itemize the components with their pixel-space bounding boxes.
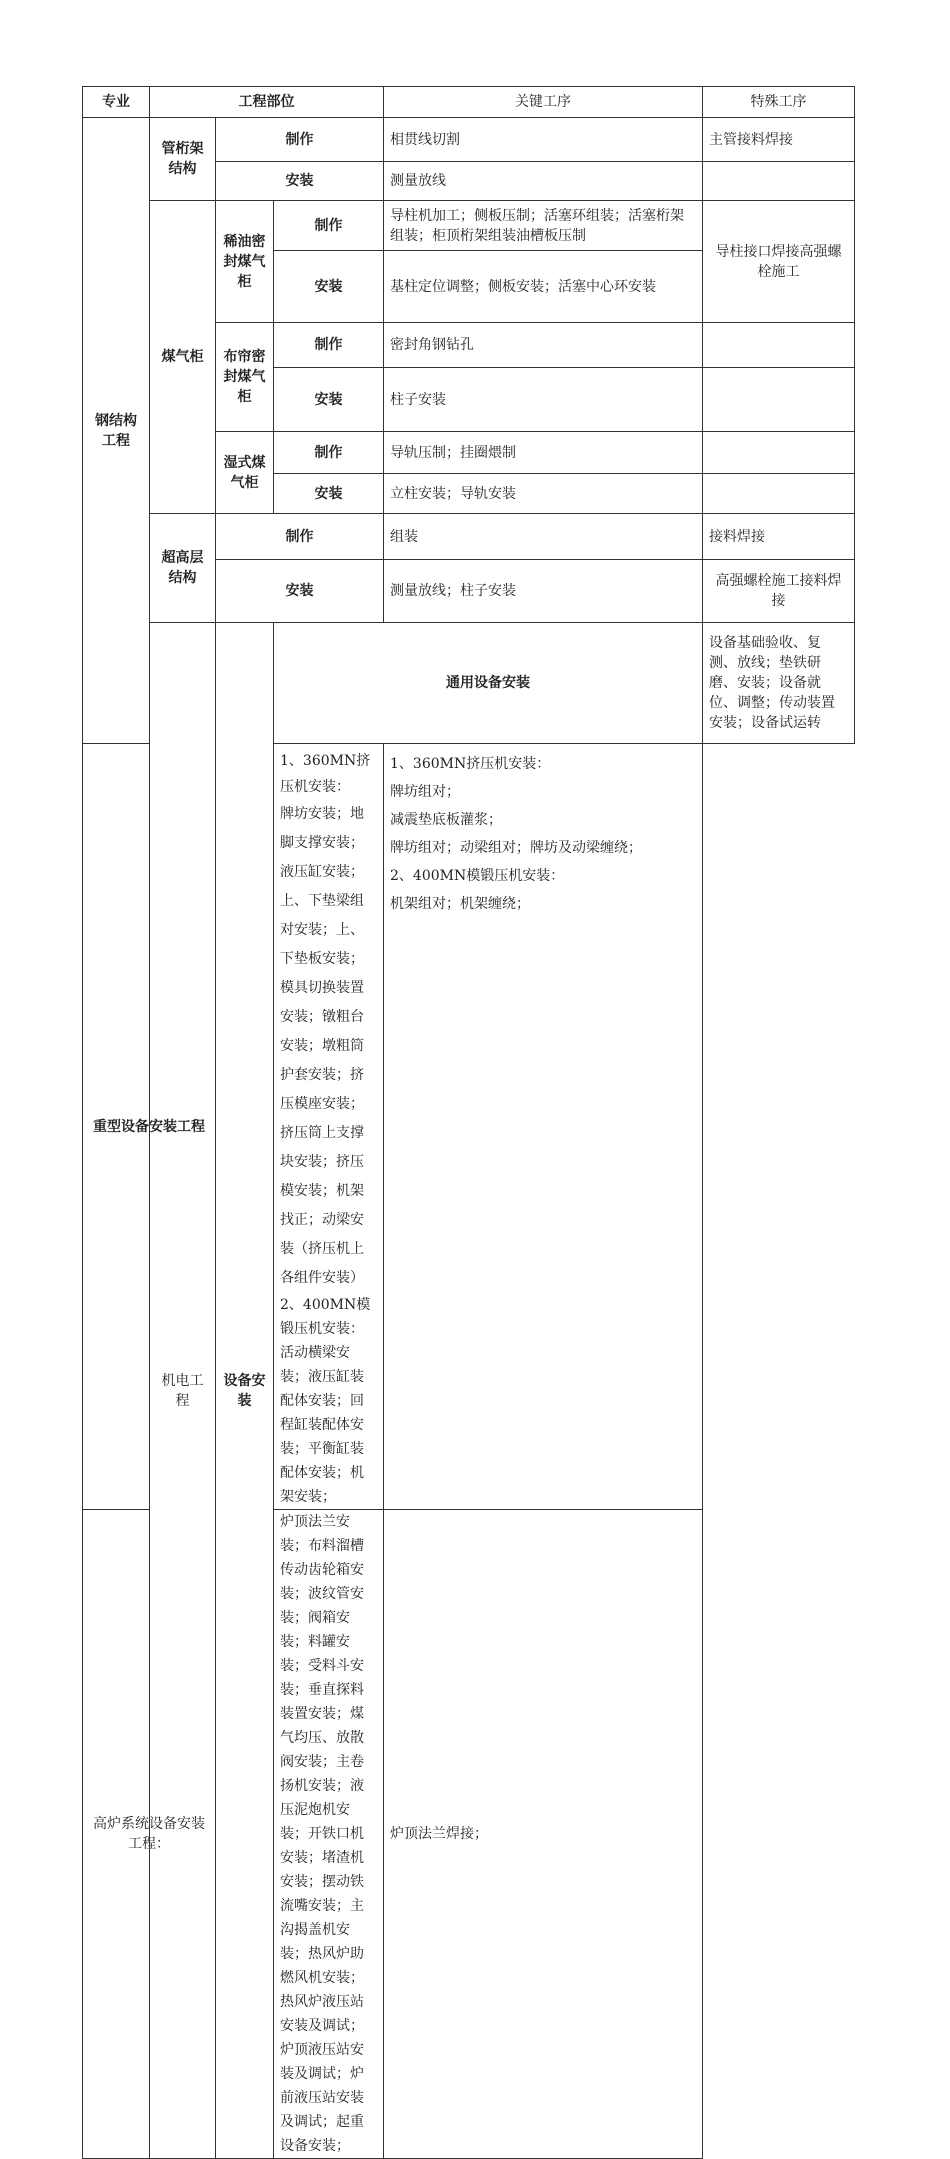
stage-make: 制作 xyxy=(216,514,384,560)
key-process-cell: 炉顶法兰安装；布料溜槽传动齿轮箱安装；波纹管安装；阀箱安装；料罐安装；受料斗安装；垂直探料装置安装；煤气均压、放散阀安装；主卷扬机安装；液压泥炮机安装；开铁口机安装；堵渣机安装；摆动铁流嘴安装；主沟揭盖机安装；热风炉助燃风机安装；热风炉液压站安装及调试；炉顶液压站安装及调试；炉前液压站安装及调试；起重设备安装； xyxy=(274,1510,384,2159)
stage-install: 安装 xyxy=(216,560,384,623)
special-line: 牌坊组对；动梁组对；牌坊及动梁缠绕； xyxy=(390,840,642,856)
key-process-cell: 测量放线 xyxy=(384,162,703,201)
major-mep: 机电工程 xyxy=(150,623,216,2159)
header-row xyxy=(83,87,855,118)
part-blast-furnace: 高炉系统设备安装工程： xyxy=(83,1510,216,2159)
stage-make: 制作 xyxy=(216,118,384,162)
part-high-rise: 超高层结构 xyxy=(150,514,216,623)
stage-make: 制作 xyxy=(274,323,384,368)
stage-make: 制作 xyxy=(274,432,384,474)
table-row xyxy=(83,744,855,1510)
table-row xyxy=(83,1510,855,2159)
part-general-equipment: 通用设备安装 xyxy=(274,623,703,744)
special-process-cell xyxy=(703,162,855,201)
table-row xyxy=(83,623,855,744)
header-special-process: 特殊工序 xyxy=(703,87,855,118)
special-process-cell: 导柱接口焊接高强螺栓施工 xyxy=(703,201,855,323)
key-process-cell: 导轨压制；挂圈煨制 xyxy=(384,432,703,474)
part-heavy-equipment: 重型设备安装工程 xyxy=(83,744,216,1510)
special-process-cell: 高强螺栓施工接料焊接 xyxy=(703,560,855,623)
special-line: 减震垫底板灌浆； xyxy=(390,812,502,828)
special-process-cell xyxy=(384,744,703,1510)
special-process-cell: 炉顶法兰焊接； xyxy=(384,1510,703,2159)
key-process-cell xyxy=(274,744,384,1510)
table-row xyxy=(83,514,855,560)
type-thin-oil: 稀油密封煤气柜 xyxy=(216,201,274,323)
key-process-cell: 柱子安装 xyxy=(384,368,703,432)
stage-install: 安装 xyxy=(274,251,384,323)
key-process-cell: 导柱机加工；侧板压制；活塞环组装；活塞桁架组装；柜顶桁架组装油槽板压制 xyxy=(384,201,703,251)
header-key-process: 关键工序 xyxy=(384,87,703,118)
special-process-cell xyxy=(703,474,855,514)
stage-make: 制作 xyxy=(274,201,384,251)
key-line: 2、400MN模锻压机安装： xyxy=(280,1297,371,1337)
part-gas-holder: 煤气柜 xyxy=(150,201,216,514)
key-line: 活动横梁安装；液压缸装配体安装；回程缸装配体安装；平衡缸装配体安装；机架安装； xyxy=(280,1345,364,1505)
key-process-cell: 密封角钢钻孔 xyxy=(384,323,703,368)
special-process-cell: 主管接料焊接 xyxy=(703,118,855,162)
table-row xyxy=(83,118,855,162)
stage-install: 安装 xyxy=(274,474,384,514)
key-process-cell: 组装 xyxy=(384,514,703,560)
special-process-cell xyxy=(703,368,855,432)
special-line: 机架组对；机架缠绕； xyxy=(390,896,530,912)
stage-install: 安装 xyxy=(274,368,384,432)
major-steel: 钢结构工程 xyxy=(83,118,150,744)
special-line: 2、400MN模锻压机安装： xyxy=(390,868,565,884)
process-table xyxy=(82,86,855,2159)
sub-equipment-install: 设备安装 xyxy=(216,623,274,2159)
special-line: 1、360MN挤压机安装： xyxy=(390,756,551,772)
header-major: 专业 xyxy=(83,87,150,118)
key-line: 1、360MN挤压机安装： xyxy=(280,753,371,795)
type-wet: 湿式煤气柜 xyxy=(216,432,274,514)
header-part: 工程部位 xyxy=(150,87,384,118)
key-process-cell: 设备基础验收、复测、放线；垫铁研磨、安装；设备就位、调整；传动装置安装；设备试运转 xyxy=(703,623,855,744)
key-process-cell: 相贯线切割 xyxy=(384,118,703,162)
type-curtain: 布帘密封煤气柜 xyxy=(216,323,274,432)
table-row xyxy=(83,201,855,251)
special-line: 牌坊组对； xyxy=(390,784,460,800)
key-process-cell: 测量放线；柱子安装 xyxy=(384,560,703,623)
stage-install: 安装 xyxy=(216,162,384,201)
special-process-cell xyxy=(703,432,855,474)
part-pipe-truss: 管桁架结构 xyxy=(150,118,216,201)
special-process-cell: 接料焊接 xyxy=(703,514,855,560)
key-process-cell: 基柱定位调整；侧板安装；活塞中心环安装 xyxy=(384,251,703,323)
special-process-cell xyxy=(703,323,855,368)
key-line: 牌坊安装；地脚支撑安装；液压缸安装；上、下垫梁组对安装；上、下垫板安装；模具切换装置安装；镦粗台安装；墩粗筒护套安装；挤压模座安装；挤压筒上支撑块安装；挤压模安装；机架找正；动梁安装（挤压机上各组件安装） xyxy=(280,806,364,1286)
key-process-cell: 立柱安装；导轨安装 xyxy=(384,474,703,514)
